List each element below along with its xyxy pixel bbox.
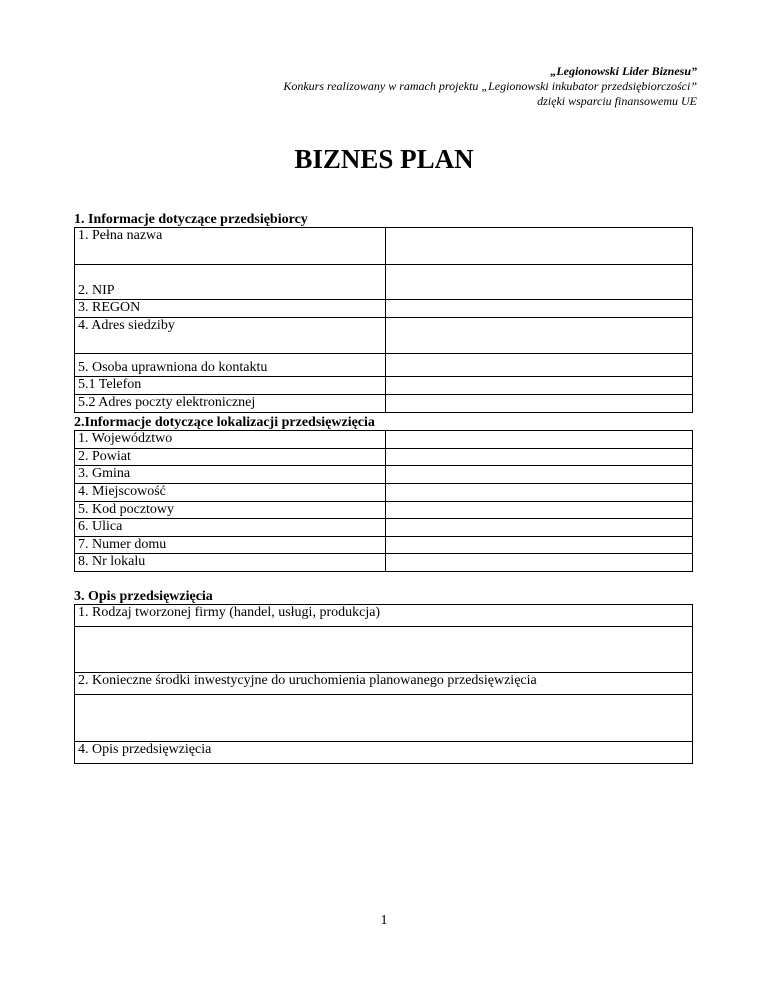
field-input-phone[interactable] [386, 377, 693, 395]
field-label-commune: 3. Gmina [75, 466, 386, 484]
table-row [75, 519, 693, 537]
field-input-postal-code[interactable] [386, 502, 693, 519]
field-input-email[interactable] [386, 395, 693, 413]
field-label-street: 6. Ulica [75, 519, 386, 537]
table-row [75, 605, 693, 627]
table-row [75, 742, 693, 764]
table-row [75, 466, 693, 484]
field-label-nip: 2. NIP [75, 265, 386, 300]
section-3-heading: 3. Opis przedsięwzięcia [74, 589, 213, 604]
field-input-investment-funds[interactable] [75, 695, 693, 742]
field-label-business-type: 1. Rodzaj tworzonej firmy (handel, usługi, produkcja) [75, 605, 693, 627]
section-2-heading: 2.Informacje dotyczące lokalizacji przedsięwzięcia [74, 415, 375, 430]
table-row [75, 377, 693, 395]
field-label-full-name: 1. Pełna nazwa [75, 228, 386, 265]
table-row [75, 695, 693, 742]
field-input-house-number[interactable] [386, 537, 693, 554]
contest-name: „Legionowski Lider Biznesu” [550, 64, 697, 78]
field-label-contact-person: 5. Osoba uprawniona do kontaktu [75, 354, 386, 377]
section-1-heading: 1. Informacje dotyczące przedsiębiorcy [74, 212, 308, 227]
field-input-town[interactable] [386, 484, 693, 502]
field-input-unit-number[interactable] [386, 554, 693, 572]
field-label-project-description: 4. Opis przedsięwzięcia [75, 742, 693, 764]
location-info-table [74, 430, 693, 572]
field-label-unit-number: 8. Nr lokalu [75, 554, 386, 572]
field-label-county: 2. Powiat [75, 449, 386, 466]
table-row [75, 318, 693, 354]
table-row [75, 673, 693, 695]
table-row [75, 265, 693, 300]
field-input-nip[interactable] [386, 265, 693, 300]
field-label-investment-funds: 2. Konieczne środki inwestycyjne do uruchomienia planowanego przedsięwzięcia [75, 673, 693, 695]
field-input-full-name[interactable] [386, 228, 693, 265]
field-input-street[interactable] [386, 519, 693, 537]
field-input-business-type[interactable] [75, 627, 693, 673]
field-label-regon: 3. REGON [75, 300, 386, 318]
field-label-email: 5.2 Adres poczty elektronicznej [75, 395, 386, 413]
table-row [75, 627, 693, 673]
field-label-house-number: 7. Numer domu [75, 537, 386, 554]
entrepreneur-info-table [74, 227, 693, 413]
field-input-contact-person[interactable] [386, 354, 693, 377]
table-row [75, 431, 693, 449]
field-input-county[interactable] [386, 449, 693, 466]
table-row [75, 484, 693, 502]
field-input-regon[interactable] [386, 300, 693, 318]
table-row [75, 554, 693, 572]
table-row [75, 300, 693, 318]
table-row [75, 502, 693, 519]
project-line: Konkurs realizowany w ramach projektu „Legionowski inkubator przedsiębiorczości” [283, 79, 697, 93]
field-input-commune[interactable] [386, 466, 693, 484]
funding-line: dzięki wsparciu finansowemu UE [537, 94, 697, 108]
table-row [75, 228, 693, 265]
table-row [75, 354, 693, 377]
field-label-town: 4. Miejscowość [75, 484, 386, 502]
table-row [75, 395, 693, 413]
field-label-address: 4. Adres siedziby [75, 318, 386, 354]
project-description-table [74, 604, 693, 764]
field-label-voivodeship: 1. Województwo [75, 431, 386, 449]
page-title: BIZNES PLAN [294, 144, 474, 174]
field-label-phone: 5.1 Telefon [75, 377, 386, 395]
field-input-address[interactable] [386, 318, 693, 354]
field-input-voivodeship[interactable] [386, 431, 693, 449]
field-label-postal-code: 5. Kod pocztowy [75, 502, 386, 519]
page-number: 1 [380, 913, 388, 928]
table-row [75, 449, 693, 466]
table-row [75, 537, 693, 554]
document-header [283, 64, 697, 109]
